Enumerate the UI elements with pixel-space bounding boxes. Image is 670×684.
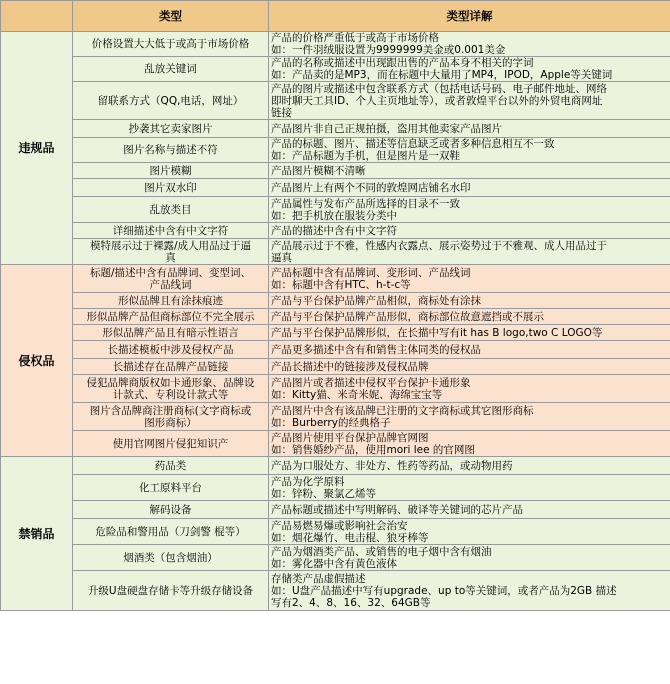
detail-cell — [269, 293, 670, 309]
table-row — [1, 179, 670, 197]
type-cell — [73, 431, 269, 457]
detail-text: 产品图片模糊不清晰 — [271, 164, 366, 177]
table-body — [1, 32, 670, 611]
type-text: 图形商标） — [144, 416, 197, 429]
detail-text: 产品图片使用平台保护品牌官网图 — [271, 431, 429, 444]
type-cell — [73, 519, 269, 545]
detail-text: 产品易燃易爆或影响社会治安 — [271, 519, 408, 532]
detail-cell — [269, 265, 670, 293]
table-row — [1, 293, 670, 309]
header-type: 类型 — [73, 1, 269, 32]
detail-cell — [269, 223, 670, 239]
type-text: 烟酒类（包含烟油） — [123, 551, 218, 564]
type-cell — [73, 179, 269, 197]
table-row — [1, 82, 670, 120]
detail-cell — [269, 359, 670, 375]
category-violation: 违规品 — [1, 32, 73, 265]
detail-text: 产品长描述中的链接涉及侵权品牌 — [271, 360, 429, 373]
table-row — [1, 431, 670, 457]
table-row — [1, 501, 670, 519]
detail-cell — [269, 431, 670, 457]
detail-text: 产品为化学原料 — [271, 475, 345, 488]
detail-cell — [269, 571, 670, 611]
detail-text: 存储类产品虚假描述 — [271, 572, 366, 585]
type-cell — [73, 571, 269, 611]
type-cell — [73, 309, 269, 325]
type-text: 图片名称与描述不符 — [123, 144, 218, 156]
type-cell — [73, 501, 269, 519]
detail-cell — [269, 519, 670, 545]
detail-text: 产品图片或者描述中侵权平台保护卡通形象 — [271, 376, 471, 389]
type-cell — [73, 82, 269, 120]
type-text: 侵犯品牌商版权如卡通形象、品牌设 — [86, 376, 255, 389]
table-row — [1, 32, 670, 57]
detail-text: 如：一件羽绒服设置为9999999美金或0.001美金 — [271, 44, 506, 56]
detail-text: 逼真 — [271, 251, 292, 264]
table-row — [1, 403, 670, 431]
type-text: 标题/描述中含有品牌词、变型词、 — [89, 266, 252, 279]
type-cell — [73, 57, 269, 82]
detail-text: 产品的图片或描述中包含联系方式（包括电话号码、电子邮件地址、网络 — [271, 82, 607, 95]
detail-cell — [269, 545, 670, 571]
detail-cell — [269, 163, 670, 179]
table-row — [1, 223, 670, 239]
type-text: 乱放关键词 — [144, 63, 197, 75]
type-text: 乱放类目 — [149, 203, 192, 216]
type-text: 长描述模板中涉及侵权产品 — [107, 343, 234, 356]
detail-text: 如：Kitty猫、米奇米妮、海绵宝宝等 — [271, 388, 443, 401]
detail-text: 产品的描述中含有中文字符 — [271, 224, 397, 237]
detail-text: 产品与平台保护品牌产品形似，商标部位故意遮挡或不展示 — [271, 310, 544, 323]
detail-text: 产品的标题、图片、描述等信息缺乏或者多种信息相互不一致 — [271, 138, 555, 150]
type-text: 详细描述中含有中文字符 — [112, 224, 229, 237]
table-row — [1, 571, 670, 611]
detail-text: 产品标题或描述中写明解码、破译等关键词的芯片产品 — [271, 503, 523, 516]
detail-cell — [269, 239, 670, 265]
type-cell — [73, 403, 269, 431]
type-cell — [73, 239, 269, 265]
detail-cell — [269, 501, 670, 519]
detail-text: 如：Burberry的经典格子 — [271, 416, 391, 429]
table-row — [1, 265, 670, 293]
type-text: 图片模糊 — [149, 164, 192, 177]
detail-text: 产品图片非自己正规拍摄，盗用其他卖家产品图片 — [271, 122, 502, 135]
type-cell — [73, 163, 269, 179]
type-cell — [73, 265, 269, 293]
type-text: 升级U盘硬盘存储卡等升级存储设备 — [87, 584, 254, 597]
type-cell — [73, 359, 269, 375]
detail-text: 产品与平台保护品牌形似，在长描中写有it has B logo,two C LOGO等 — [271, 326, 603, 339]
detail-text: 如：产品标题为手机，但是图片是一双鞋 — [271, 150, 460, 162]
type-text: 药品类 — [154, 459, 187, 472]
type-text: 解码设备 — [149, 503, 192, 516]
table-row — [1, 138, 670, 163]
detail-text: 产品的价格严重低于或高于市场价格 — [271, 32, 439, 44]
type-text: 模特展示过于裸露/成人用品过于逼 — [89, 239, 252, 252]
detail-text: 如：产品卖的是MP3，而在标题中大量用了MP4，IPOD，Apple等关键词 — [271, 69, 613, 81]
type-cell — [73, 325, 269, 341]
type-text: 长描述存在品牌产品链接 — [112, 360, 229, 373]
detail-text: 写有2、4、8、16、32、64GB等 — [271, 596, 431, 609]
detail-text: 产品图片上有两个不同的敦煌网店铺名水印 — [271, 181, 471, 194]
type-cell — [73, 293, 269, 309]
type-cell — [73, 32, 269, 57]
detail-text: 如：烟花爆竹、电击棍、狼牙棒等 — [271, 531, 429, 544]
detail-text: 产品为烟酒类产品、或销售的电子烟中含有烟油 — [271, 545, 492, 558]
type-text: 形似品牌产品但商标部位不完全展示 — [86, 310, 255, 323]
table-row — [1, 309, 670, 325]
detail-cell — [269, 375, 670, 403]
type-text: 图片含品牌商注册商标(文字商标或 — [89, 404, 252, 417]
table-row — [1, 57, 670, 82]
detail-cell — [269, 457, 670, 475]
type-cell — [73, 120, 269, 138]
type-cell — [73, 341, 269, 359]
type-text: 产品线词 — [149, 278, 192, 291]
table-row — [1, 197, 670, 223]
category-infringement: 侵权品 — [1, 265, 73, 457]
type-cell — [73, 475, 269, 501]
type-cell — [73, 375, 269, 403]
detail-cell — [269, 325, 670, 341]
table-row — [1, 325, 670, 341]
detail-cell — [269, 120, 670, 138]
type-text: 留联系方式（QQ,电话，网址） — [97, 94, 244, 107]
detail-cell — [269, 197, 670, 223]
table-row — [1, 239, 670, 265]
table-row — [1, 545, 670, 571]
type-text: 形似品牌且有涂抹痕迹 — [118, 294, 223, 307]
type-cell — [73, 197, 269, 223]
type-cell — [73, 223, 269, 239]
detail-text: 如：雾化器中含有黄色液体 — [271, 557, 397, 570]
detail-cell — [269, 179, 670, 197]
detail-cell — [269, 57, 670, 82]
detail-cell — [269, 138, 670, 163]
type-text: 价格设置大大低于或高于市场价格 — [91, 38, 250, 50]
detail-text: 如：U盘产品描述中写有upgrade、up to等关键词，或者产品为2GB 描述 — [271, 584, 617, 597]
table-row — [1, 519, 670, 545]
detail-cell — [269, 32, 670, 57]
table-row — [1, 163, 670, 179]
detail-cell — [269, 403, 670, 431]
detail-text: 产品的名称或描述中出现跟出售的产品本身不相关的字词 — [271, 57, 534, 69]
type-text: 抄袭其它卖家图片 — [128, 122, 213, 135]
table-row — [1, 359, 670, 375]
type-cell — [73, 138, 269, 163]
type-text: 使用官网图片侵犯知识产 — [112, 437, 229, 450]
detail-cell — [269, 82, 670, 120]
header-detail: 类型详解 — [269, 1, 670, 32]
detail-text: 产品更多描述中含有和销售主体同类的侵权品 — [271, 343, 481, 356]
detail-text: 如：标题中含有HTC、h-t-c等 — [271, 278, 411, 291]
header-category — [1, 1, 73, 32]
detail-text: 如：锌粉、聚氯乙烯等 — [271, 487, 376, 500]
detail-text: 产品展示过于不雅，性感内衣露点、展示姿势过于不雅观、成人用品过于 — [271, 239, 607, 252]
detail-text: 产品与平台保护品牌产品相似，商标处有涂抹 — [271, 294, 481, 307]
table-row — [1, 375, 670, 403]
detail-text: 产品标题中含有品牌词、变形词、产品线词 — [271, 266, 471, 279]
type-text: 真 — [165, 251, 176, 264]
table-row — [1, 475, 670, 501]
category-prohibited: 禁销品 — [1, 457, 73, 611]
detail-text: 即时聊天工具ID、个人主页地址等），或者敦煌平台以外的外贸电商网址 — [271, 94, 603, 107]
type-text: 危险品和警用品（刀剑警 棍等） — [95, 525, 246, 538]
detail-text: 产品图片中含有该品牌已注册的文字商标或其它图形商标 — [271, 404, 534, 417]
table-row — [1, 341, 670, 359]
detail-text: 如：把手机放在服装分类中 — [271, 209, 397, 222]
detail-text: 链接 — [271, 106, 292, 119]
type-cell — [73, 545, 269, 571]
type-text: 化工原料平台 — [139, 481, 202, 494]
table-row — [1, 457, 670, 475]
table-row — [1, 120, 670, 138]
detail-text: 产品为口服处方、非处方、性药等药品，或动物用药 — [271, 459, 513, 472]
type-text: 形似品牌产品且有暗示性语言 — [102, 326, 239, 339]
detail-cell — [269, 309, 670, 325]
type-text: 图片双水印 — [144, 181, 197, 194]
detail-cell — [269, 341, 670, 359]
type-cell — [73, 457, 269, 475]
type-text: 计款式、专利设计款式等 — [112, 388, 229, 401]
table-header-row — [1, 1, 670, 32]
detail-text: 如：销售婚纱产品，使用mori lee 的官网图 — [271, 443, 475, 456]
detail-text: 产品属性与发布产品所选择的目录不一致 — [271, 197, 460, 210]
detail-cell — [269, 475, 670, 501]
